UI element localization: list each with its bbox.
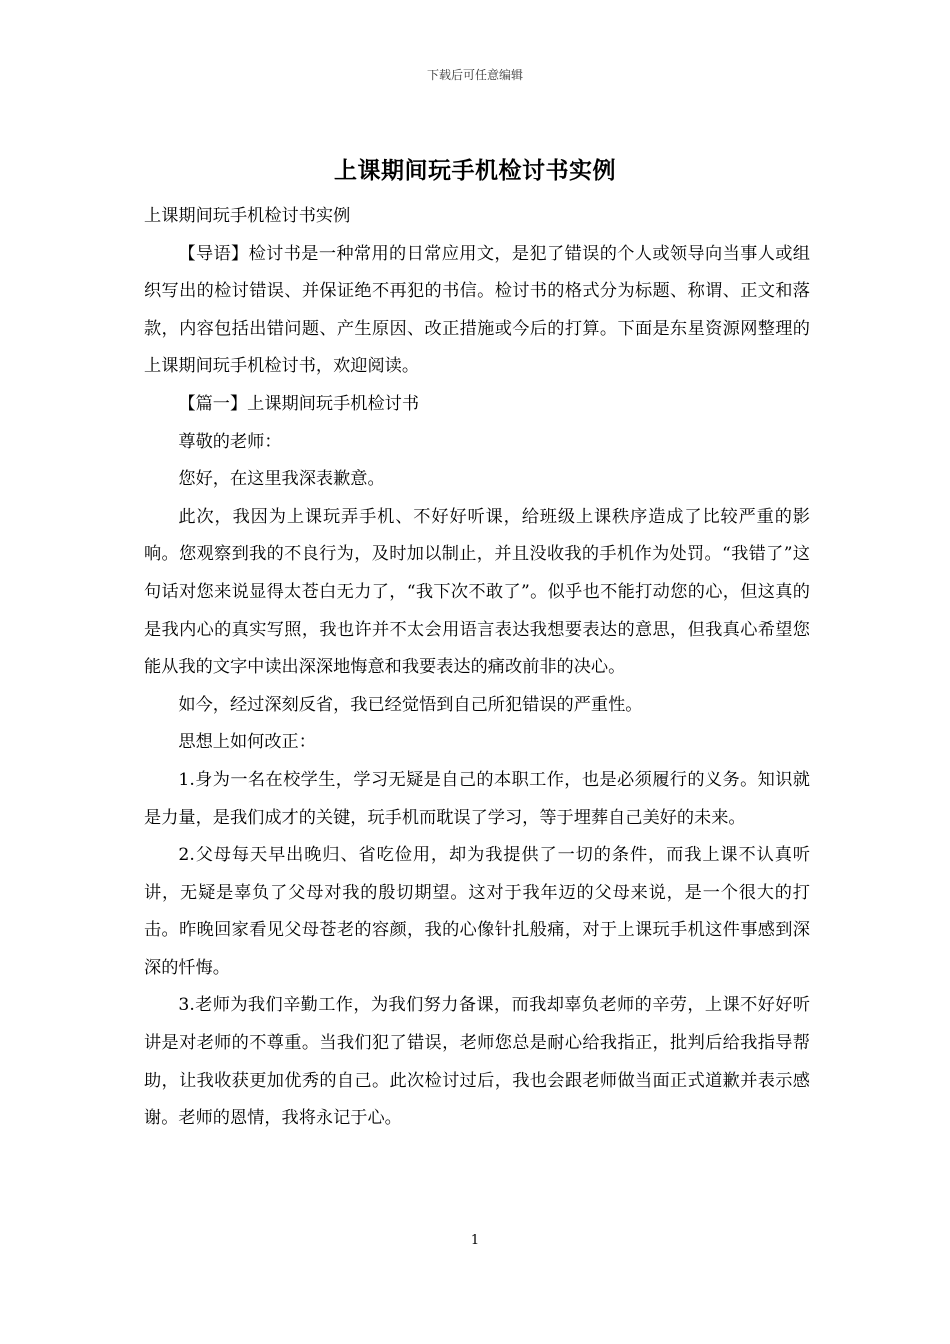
paragraph-point-2: 2.父母每天早出晚归、省吃俭用，却为我提供了一切的条件，而我上课不认真听讲，无疑是辜负了父母对我的殷切期望。这对于我年迈的父母来说，是一个很大的打击。昨晚回家看见父母苍老的容颜，我的心像针扎般痛，对于上课玩手机这件事感到深深的忏悔。 [144, 845, 810, 978]
document-subtitle: 上课期间玩手机检讨书实例 [144, 206, 351, 226]
header-note: 下载后可任意编辑 [426, 68, 523, 82]
paragraph-correction-heading: 思想上如何改正： [178, 732, 316, 753]
page-number: 1 [470, 1233, 480, 1248]
document-body [144, 198, 810, 1138]
paragraph-intro: 【导语】检讨书是一种常用的日常应用文，是犯了错误的个人或领导向当事人或组织写出的检讨错误、并保证绝不再犯的书信。检讨书的格式分为标题、称谓、正文和落款，内容包括出错问题、产生原因、改正措施或今后的打算。下面是东星资源网整理的上课期间玩手机检讨书，欢迎阅读。 [144, 243, 810, 377]
paragraph-reflection: 如今，经过深刻反省，我已经觉悟到自己所犯错误的严重性。 [178, 694, 643, 715]
greeting: 您好，在这里我深表歉意。 [178, 469, 385, 490]
paragraph-incident: 此次，我因为上课玩弄手机、不好好听课，给班级上课秩序造成了比较严重的影响。您观察到我的不良行为，及时加以制止，并且没收我的手机作为处罚。“我错了”这句话对您来说显得太苍白无力了，“我下次不敢了”。似乎也不能打动您的心，但这真的是我内心的真实写照，我也许并不太会用语言表达我想要表达的意思，但我真心希望您能从我的文字中读出深深地悔意和我要表达的痛改前非的决心。 [144, 506, 810, 678]
document-title: 上课期间玩手机检讨书实例 [334, 158, 616, 184]
paragraph-point-3: 3.老师为我们辛勤工作，为我们努力备课，而我却辜负老师的辛劳，上课不好好听讲是对老师的不尊重。当我们犯了错误，老师您总是耐心给我指正，批判后给我指导帮助，让我收获更加优秀的自己。此次检讨过后，我也会跟老师做当面正式道歉并表示感谢。老师的恩情，我将永记于心。 [144, 995, 810, 1129]
paragraph-point-1: 1.身为一名在校学生，学习无疑是自己的本职工作，也是必须履行的义务。知识就是力量，是我们成才的关键，玩手机而耽误了学习，等于埋葬自己美好的未来。 [144, 769, 810, 828]
salutation: 尊敬的老师： [178, 431, 282, 452]
section-heading: 【篇一】上课期间玩手机检讨书 [178, 393, 420, 414]
